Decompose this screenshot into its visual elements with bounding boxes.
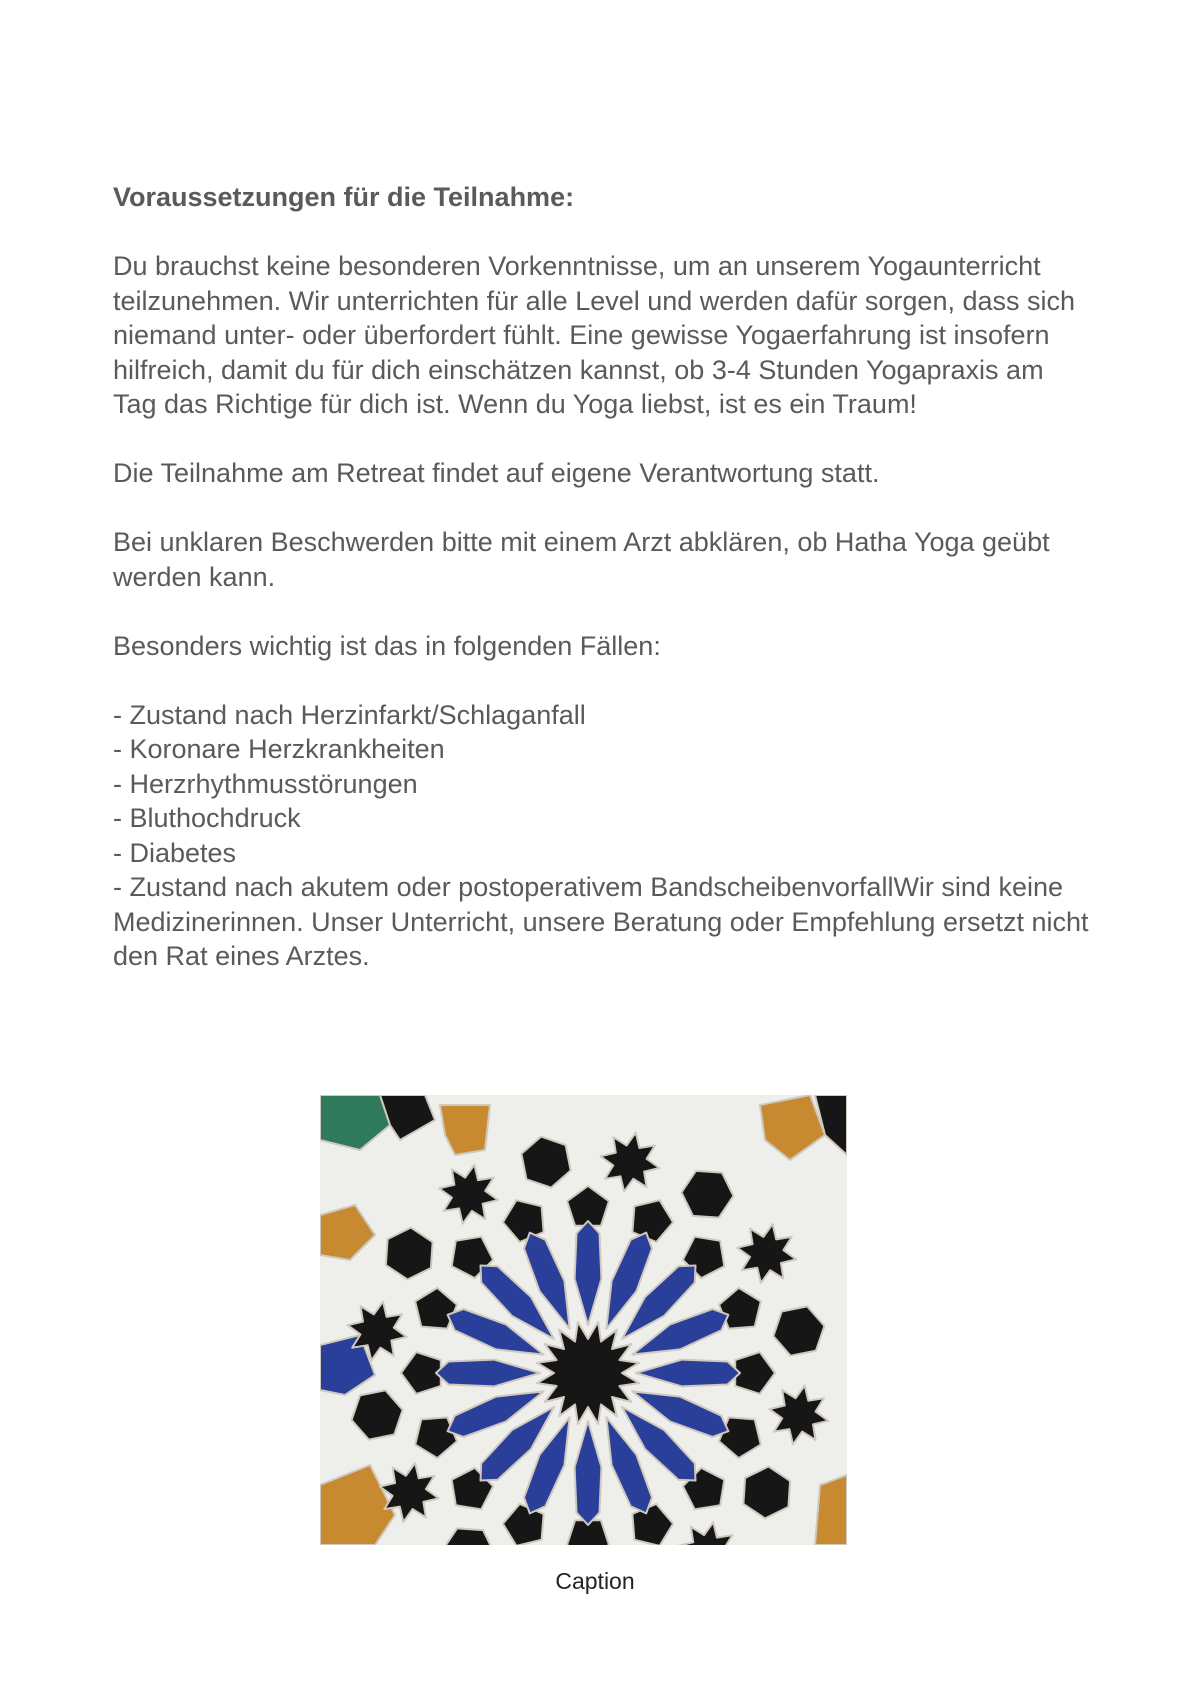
paragraph-prerequisites: Du brauchst keine besonderen Vorkenntnisse, um an unserem Yogaunterricht teilzunehmen. Wir unterrichten für alle Level und werden dafür sorgen, dass sich niemand unter- oder überfordert fühlt. Eine gewisse Yogaerfahrung ist insofern hilfreich, damit du für dich einschätzen kannst, ob 3-4 Stunden Yogapraxis am Tag das Richtige für dich ist. Wenn du Yoga liebst, ist es ein Traum!: [113, 251, 1076, 419]
list-item: - Bluthochdruck: [113, 803, 301, 833]
list-item: - Diabetes: [113, 837, 237, 868]
zellige-mosaic-illustration: [320, 1095, 847, 1545]
list-item: - Herzrhythmusstörungen: [113, 768, 418, 799]
list-item: - Zustand nach akutem oder postoperativem BandscheibenvorfallWir sind keine Medizinerinnen. Unser Unterricht, unsere Beratung oder Empfehlung ersetzt nicht den Rat eines Arztes.: [113, 872, 1089, 971]
paragraph-important-cases: Besonders wichtig ist das in folgenden Fällen:: [113, 630, 661, 661]
ochre-tile: [815, 1475, 847, 1545]
paragraph-consult-doctor: Bei unklaren Beschwerden bitte mit einem Arzt abklären, ob Hatha Yoga geübt werden kann.: [113, 527, 1050, 592]
body-text: [113, 180, 1093, 974]
image-caption: Caption: [555, 1568, 635, 1594]
conditions-list: [113, 698, 1093, 974]
paragraph-responsibility: Die Teilnahme am Retreat findet auf eigene Verantwortung statt.: [113, 458, 880, 488]
list-item: - Koronare Herzkrankheiten: [113, 734, 445, 764]
section-heading: Voraussetzungen für die Teilnahme:: [113, 182, 575, 212]
list-item: - Zustand nach Herzinfarkt/Schlaganfall: [113, 699, 586, 730]
mosaic-tile-image: [320, 1095, 847, 1545]
